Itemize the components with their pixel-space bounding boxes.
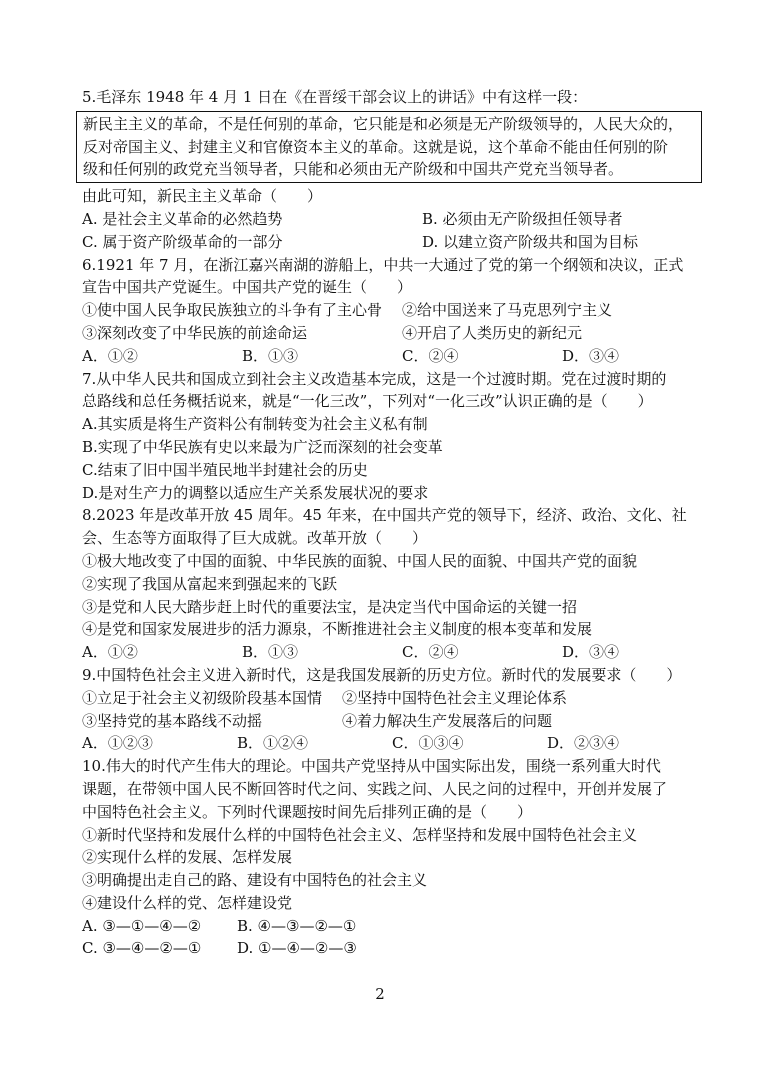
q7-option-d[interactable]: D.是对生产力的调整以适应生产关系发展状况的要求: [82, 483, 429, 502]
q7-stem: 7.从中华人民共和国成立到社会主义改造基本完成，这是一个过渡时期。党在过渡时期的: [82, 369, 667, 388]
q10-item-2: ②实现什么样的发展、怎样发展: [82, 848, 293, 867]
q10-option-b[interactable]: B. ④—③—②—①: [237, 916, 357, 935]
q7-stem: 总路线和总任务概括说来，就是“一化三改”，下列对“一化三改”认识正确的是（ ）: [82, 392, 653, 411]
q7-option-a[interactable]: A.其实质是将生产资料公有制转变为社会主义私有制: [82, 415, 428, 434]
q5-option-b[interactable]: B. 必须由无产阶级担任领导者: [422, 209, 623, 228]
q10-stem: 10.伟大的时代产生伟大的理论。中国共产党坚持从中国实际出发，围绕一系列重大时代: [82, 757, 661, 776]
q10-stem: 中国特色社会主义。下列时代课题按时间先后排列正确的是（ ）: [82, 802, 533, 821]
q8-stem: 会、生态等方面取得了巨大成就。改革开放（ ）: [82, 529, 428, 548]
q6-items-row: [82, 322, 692, 345]
q5-quote-line: 新民主主义的革命，不是任何别的革命，它只能是和必须是无产阶级领导的，人民大众的，: [83, 114, 684, 133]
q6-option-a[interactable]: A．①②: [82, 346, 138, 365]
q6-stem: 宣告中国共产党诞生。中国共产党的诞生（ ）: [82, 278, 413, 297]
q10-stem: 课题，在带领中国人民不断回答时代之问、实践之问、人民之问的过程中，开创并发展了: [82, 779, 668, 798]
q8-item-3: ③是党和人民大踏步赶上时代的重要法宝，是决定当代中国命运的关键一招: [82, 597, 578, 616]
q7-option-c[interactable]: C.结束了旧中国半殖民地半封建社会的历史: [82, 460, 368, 479]
q10-option-c[interactable]: C. ③—④—②—①: [82, 939, 202, 958]
q5-stem: 5.毛泽东 1948 年 4 月 1 日在《在晋绥干部会议上的讲话》中有这样一段：: [82, 88, 588, 106]
q9-options-row: [82, 732, 692, 755]
q8-option-b[interactable]: B．①③: [242, 643, 299, 662]
q9-item-1: ①立足于社会主义初级阶段基本国情: [82, 688, 323, 707]
q8-option-a[interactable]: A．①②: [82, 643, 138, 662]
q6-items-row: [82, 299, 692, 322]
q8-option-c[interactable]: C．②④: [402, 643, 459, 662]
q6-item-4: ④开启了人类历史的新纪元: [402, 323, 583, 342]
q9-stem: 9.中国特色社会主义进入新时代，这是我国发展新的历史方位。新时代的发展要求（ ）: [82, 665, 682, 684]
q6-option-c[interactable]: C．②④: [402, 346, 459, 365]
q7-option-b[interactable]: B.实现了中华民族有史以来最为广泛而深刻的社会变革: [82, 437, 443, 456]
q8-stem: 8.2023 年是改革开放 45 周年。45 年来，在中国共产党的领导下，经济、政治、文化、社: [82, 506, 687, 525]
q5-quote-line: 反对帝国主义、封建主义和官僚资本主义的革命。这就是说，这个革命不能由任何别的阶: [83, 137, 669, 156]
q8-item-1: ①极大地改变了中国的面貌、中华民族的面貌、中国人民的面貌、中国共产党的面貌: [82, 551, 638, 570]
q5-options-row: [82, 208, 692, 231]
q10-option-a[interactable]: A. ③—①—④—②: [82, 916, 202, 935]
q5-option-c[interactable]: C. 属于资产阶级革命的一部分: [82, 232, 283, 251]
page-number: 2: [375, 985, 385, 1003]
q10-item-1: ①新时代坚持和发展什么样的中国特色社会主义、怎样坚持和发展中国特色社会主义: [82, 825, 638, 844]
q6-item-3: ③深刻改变了中华民族的前途命运: [82, 323, 308, 342]
q5-question: 由此可知，新民主主义革命（ ）: [82, 187, 323, 206]
q6-option-b[interactable]: B．①③: [242, 346, 299, 365]
q8-item-2: ②实现了我国从富起来到强起来的飞跃: [82, 574, 338, 593]
q10-item-4: ④建设什么样的党、怎样建设党: [82, 893, 293, 912]
q8-option-d[interactable]: D．③④: [562, 643, 620, 662]
q9-option-d[interactable]: D．②③④: [547, 734, 620, 753]
q6-option-d[interactable]: D．③④: [562, 346, 620, 365]
exam-page: [82, 86, 692, 960]
q10-item-3: ③明确提出走自己的路、建设有中国特色的社会主义: [82, 871, 428, 890]
q9-item-4: ④着力解决生产发展落后的问题: [342, 711, 553, 730]
q9-items-row: [82, 687, 692, 710]
q6-stem: 6.1921 年 7 月，在浙江嘉兴南湖的游船上，中共一大通过了党的第一个纲领和决议，正式: [82, 255, 684, 274]
q9-items-row: [82, 710, 692, 733]
q9-option-a[interactable]: A．①②③: [82, 734, 153, 753]
q5-option-d[interactable]: D. 以建立资产阶级共和国为目标: [422, 232, 639, 251]
q5-quote-box: [76, 111, 702, 183]
q9-item-3: ③坚持党的基本路线不动摇: [82, 711, 263, 730]
q8-options-row: [82, 641, 692, 664]
q6-item-2: ②给中国送来了马克思列宁主义: [402, 301, 613, 320]
q5-option-a[interactable]: A. 是社会主义革命的必然趋势: [82, 209, 283, 228]
q5-options-row: [82, 231, 692, 254]
q9-item-2: ②坚持中国特色社会主义理论体系: [342, 688, 568, 707]
q9-option-b[interactable]: B．①②④: [237, 734, 309, 753]
q9-option-c[interactable]: C．①③④: [392, 734, 464, 753]
q10-options-row: [82, 937, 692, 960]
q10-options-row: [82, 915, 692, 938]
q6-options-row: [82, 345, 692, 368]
q8-item-4: ④是党和国家发展进步的活力源泉，不断推进社会主义制度的根本变革和发展: [82, 620, 593, 639]
q5-quote-line: 级和任何别的政党充当领导者，只能和必须由无产阶级和中国共产党充当领导者。: [83, 160, 624, 179]
q6-item-1: ①使中国人民争取民族独立的斗争有了主心骨: [82, 301, 383, 320]
q10-option-d[interactable]: D. ①—④—②—③: [237, 939, 357, 958]
